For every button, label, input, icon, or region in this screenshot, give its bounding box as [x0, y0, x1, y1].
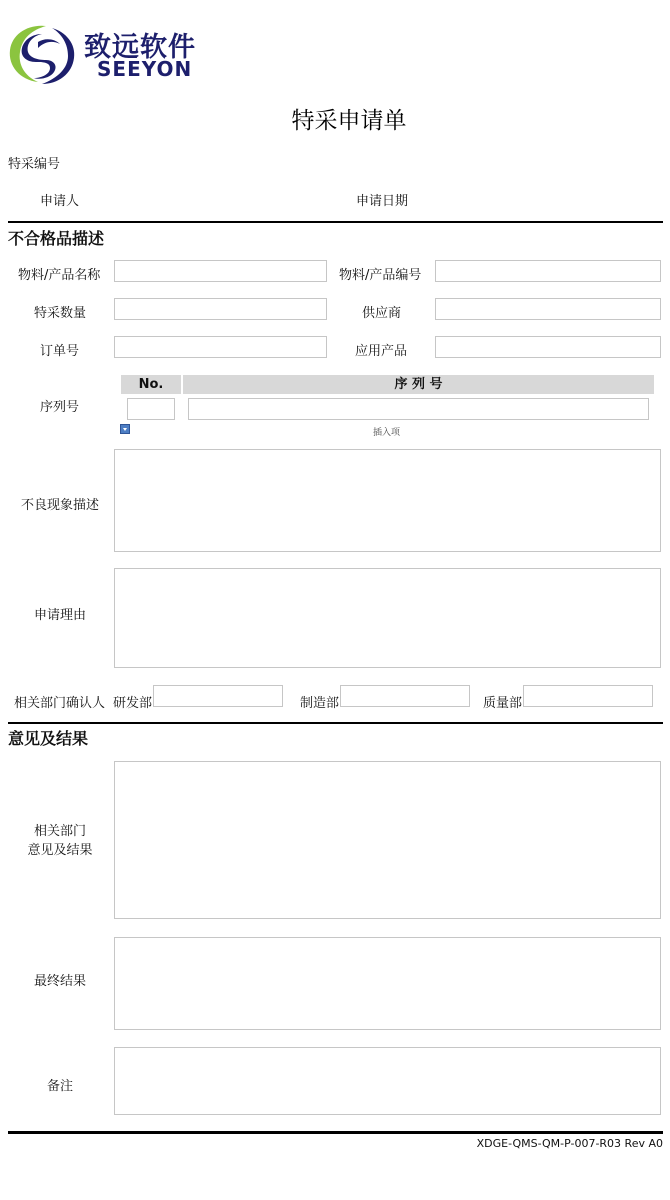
section-opinion-title: 意见及结果 — [8, 729, 89, 748]
applicant-label: 申请人 — [40, 194, 80, 209]
logo-english-text: SEEYON — [97, 57, 193, 81]
section-nonconforming-title: 不合格品描述 — [8, 229, 105, 248]
material-no-label: 物料/产品编号 — [339, 268, 422, 283]
application-product-input[interactable] — [435, 336, 661, 358]
serial-table-header-serial: 序 列 号 — [183, 375, 654, 394]
rnd-confirmer-input[interactable] — [153, 685, 283, 707]
dept-opinion-label-line1: 相关部门 — [33, 824, 86, 839]
insert-row-icon[interactable] — [120, 424, 130, 434]
material-name-label: 物料/产品名称 — [18, 268, 101, 283]
logo-chinese-text: 致远软件 — [84, 32, 196, 63]
dept-opinion-label-line2: 意见及结果 — [27, 843, 93, 858]
reason-label: 申请理由 — [34, 608, 87, 623]
manufacturing-confirmer-input[interactable] — [340, 685, 470, 707]
quality-confirmer-input[interactable] — [523, 685, 653, 707]
document-code: XDGE-QMS-QM-P-007-R03 Rev A0 — [476, 1137, 663, 1150]
serial-label: 序列号 — [40, 400, 80, 415]
rnd-label: 研发部 — [113, 696, 153, 711]
confirmers-label: 相关部门确认人 — [14, 696, 106, 711]
reason-textarea[interactable] — [114, 568, 661, 668]
serial-row-serial-input[interactable] — [188, 398, 649, 420]
quality-label: 质量部 — [483, 696, 523, 711]
final-result-textarea[interactable] — [114, 937, 661, 1030]
manufacturing-label: 制造部 — [300, 696, 340, 711]
form-title: 特采申请单 — [291, 108, 407, 134]
defect-desc-label: 不良现象描述 — [21, 498, 100, 513]
apply-date-label: 申请日期 — [356, 194, 409, 209]
section-divider — [8, 221, 663, 223]
dept-opinion-label — [20, 822, 100, 860]
supplier-input[interactable] — [435, 298, 661, 320]
final-result-label: 最终结果 — [34, 974, 87, 989]
application-product-label: 应用产品 — [355, 344, 408, 359]
order-no-label: 订单号 — [40, 344, 80, 359]
insert-row-link[interactable]: 插入项 — [373, 428, 401, 438]
material-no-input[interactable] — [435, 260, 661, 282]
remarks-textarea[interactable] — [114, 1047, 661, 1115]
quantity-input[interactable] — [114, 298, 327, 320]
serial-table-header-no: No. — [121, 375, 181, 394]
footer-divider — [8, 1131, 663, 1134]
section-divider — [8, 722, 663, 724]
order-no-input[interactable] — [114, 336, 327, 358]
supplier-label: 供应商 — [362, 306, 402, 321]
seeyon-logo-mark-icon — [6, 22, 80, 86]
remarks-label: 备注 — [47, 1079, 74, 1094]
defect-desc-textarea[interactable] — [114, 449, 661, 552]
special-no-label: 特采编号 — [8, 157, 61, 172]
seeyon-logo — [6, 22, 216, 86]
dept-opinion-textarea[interactable] — [114, 761, 661, 919]
serial-row-no-input[interactable] — [127, 398, 175, 420]
material-name-input[interactable] — [114, 260, 327, 282]
quantity-label: 特采数量 — [34, 306, 87, 321]
